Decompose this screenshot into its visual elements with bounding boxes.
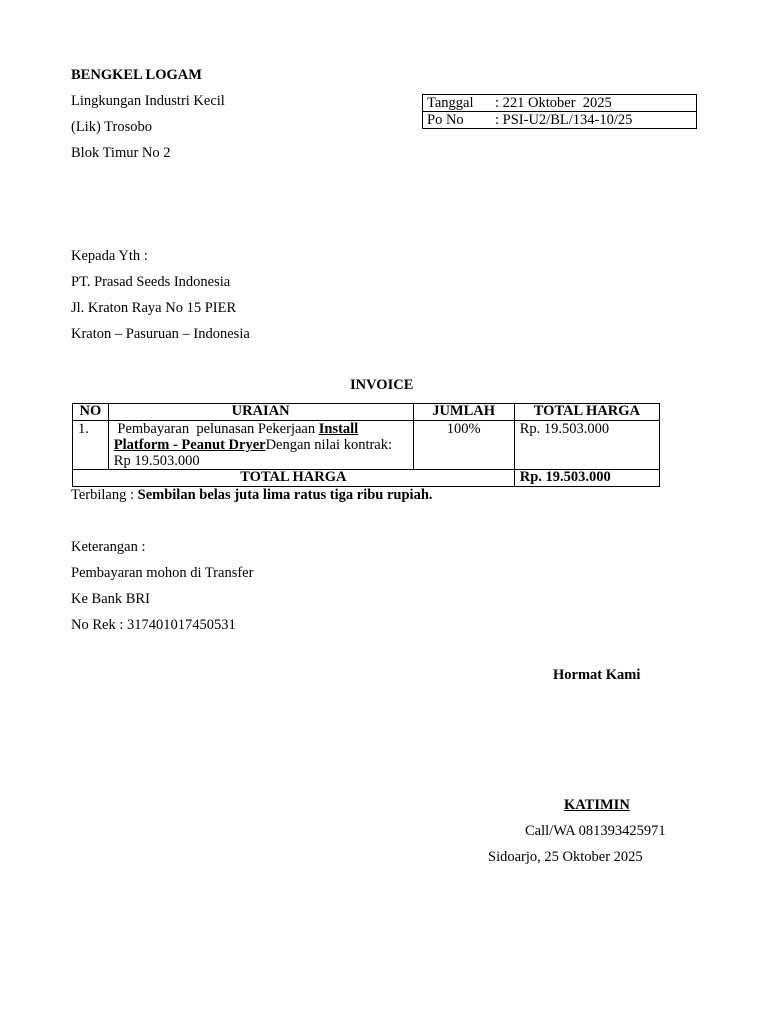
row-jumlah: 100% [413,421,514,470]
terbilang-value: Sembilan belas juta lima ratus tiga ribu rupiah. [137,487,433,503]
header-no: NO [73,404,109,421]
place-date: Sidoarjo, 25 Oktober 2025 [488,849,643,865]
row-description-prefix: Pembayaran pelunasan Pekerjaan [113,421,319,437]
notes-transfer: Pembayaran mohon di Transfer [71,565,254,581]
recipient-greeting: Kepada Yth : [71,248,148,264]
invoice-title: INVOICE [350,377,414,393]
table-header-row [73,404,660,421]
terbilang-line [71,487,433,504]
total-value: Rp. 19.503.000 [514,470,659,487]
invoice-table [72,403,660,487]
signatory-contact: Call/WA 081393425971 [525,823,666,839]
po-label: Po No [427,111,464,128]
signatory-name: KATIMIN [564,797,630,813]
date-value: : 221 Oktober 2025 [495,94,612,111]
table-total-row [73,470,660,487]
header-uraian: URAIAN [108,404,413,421]
total-label: TOTAL HARGA [73,470,515,487]
header-jumlah: JUMLAH [413,404,514,421]
row-description-suffix: Dengan nilai kontrak: Rp 19.503.000 [113,437,393,469]
row-no: 1. [73,421,109,470]
po-row [423,112,697,129]
sender-address-line-1: Lingkungan Industri Kecil [71,93,225,109]
sender-address-line-2: (Lik) Trosobo [71,119,152,135]
row-description [108,421,413,470]
row-total: Rp. 19.503.000 [514,421,659,470]
date-row [423,95,697,112]
notes-heading: Keterangan : [71,539,146,555]
table-row [73,421,660,470]
header-total-harga: TOTAL HARGA [514,404,659,421]
po-value: : PSI-U2/BL/134-10/25 [495,111,633,128]
recipient-street: Jl. Kraton Raya No 15 PIER [71,300,237,316]
invoice-info-box [422,94,697,129]
notes-account-number: No Rek : 317401017450531 [71,617,236,633]
terbilang-label: Terbilang : [71,487,138,503]
sender-name: BENGKEL LOGAM [71,67,202,83]
notes-bank: Ke Bank BRI [71,591,150,607]
recipient-company: PT. Prasad Seeds Indonesia [71,274,231,290]
date-label: Tanggal [427,94,474,111]
row-description-item: Install Platform - Peanut Dryer [113,421,359,453]
recipient-city: Kraton – Pasuruan – Indonesia [71,326,250,342]
sender-address-line-3: Blok Timur No 2 [71,145,171,161]
closing: Hormat Kami [553,667,641,683]
